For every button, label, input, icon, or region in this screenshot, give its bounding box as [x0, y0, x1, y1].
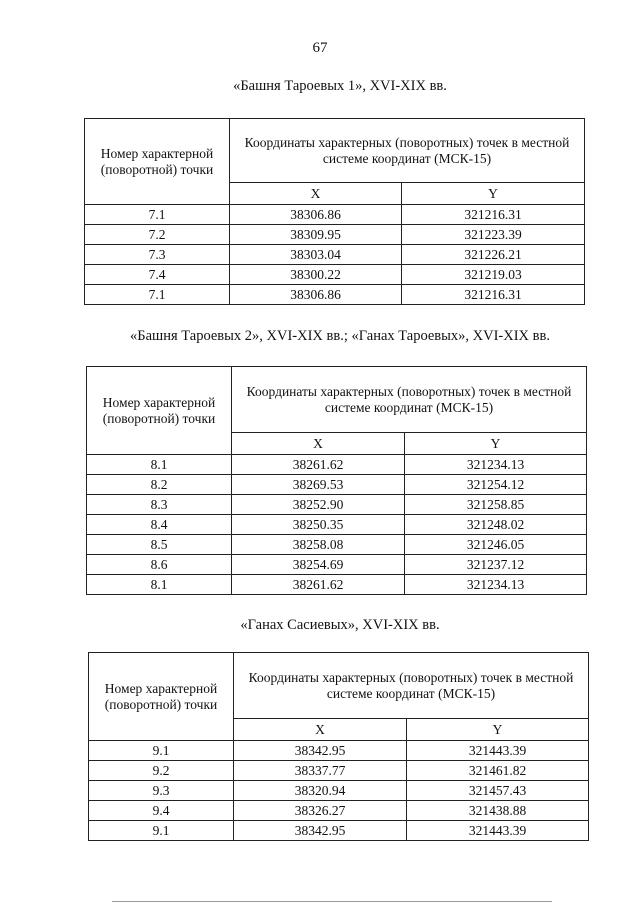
point-cell: 9.1: [89, 821, 234, 841]
table-row: [87, 495, 587, 515]
table-row: [85, 245, 585, 265]
y-cell: 321234.13: [405, 575, 587, 595]
point-cell: 7.2: [85, 225, 230, 245]
x-cell: 38306.86: [230, 205, 402, 225]
y-cell: 321443.39: [407, 741, 589, 761]
point-cell: 8.2: [87, 475, 232, 495]
section-title: «Башня Тароевых 1», XVI-XIX вв.: [233, 78, 447, 94]
y-column-header: Y: [405, 433, 587, 455]
point-cell: 7.3: [85, 245, 230, 265]
point-cell: 7.1: [85, 285, 230, 305]
y-cell: 321254.12: [405, 475, 587, 495]
table-row: [89, 761, 589, 781]
coords-column-header: Координаты характерных (поворотных) точек в местной системе координат (МСК-15): [230, 119, 585, 183]
table-row: [87, 475, 587, 495]
y-cell: 321216.31: [402, 205, 585, 225]
x-cell: 38309.95: [230, 225, 402, 245]
x-cell: 38306.86: [230, 285, 402, 305]
y-cell: 321226.21: [402, 245, 585, 265]
section-title: «Ганах Сасиевых», XVI-XIX вв.: [240, 617, 440, 633]
y-cell: 321234.13: [405, 455, 587, 475]
x-cell: 38303.04: [230, 245, 402, 265]
x-cell: 38261.62: [232, 455, 405, 475]
point-cell: 7.4: [85, 265, 230, 285]
y-cell: 321246.05: [405, 535, 587, 555]
point-cell: 8.3: [87, 495, 232, 515]
y-cell: 321248.02: [405, 515, 587, 535]
point-cell: 9.2: [89, 761, 234, 781]
point-cell: 7.1: [85, 205, 230, 225]
point-column-header: Номер характерной (поворотной) точки: [85, 119, 230, 205]
table-row: [87, 555, 587, 575]
table-row: [85, 285, 585, 305]
x-cell: 38258.08: [232, 535, 405, 555]
y-cell: 321219.03: [402, 265, 585, 285]
coordinates-table: [84, 118, 585, 305]
x-column-header: X: [234, 719, 407, 741]
coordinates-table: [86, 366, 587, 595]
y-cell: 321438.88: [407, 801, 589, 821]
x-cell: 38342.95: [234, 821, 407, 841]
point-cell: 8.1: [87, 575, 232, 595]
point-cell: 9.3: [89, 781, 234, 801]
x-cell: 38337.77: [234, 761, 407, 781]
x-cell: 38326.27: [234, 801, 407, 821]
y-cell: 321237.12: [405, 555, 587, 575]
x-cell: 38320.94: [234, 781, 407, 801]
section-title: «Башня Тароевых 2», XVI-XIX вв.; «Ганах Тароевых», XVI-XIX вв.: [130, 328, 550, 344]
point-cell: 8.5: [87, 535, 232, 555]
point-cell: 9.4: [89, 801, 234, 821]
x-cell: 38269.53: [232, 475, 405, 495]
point-cell: 8.1: [87, 455, 232, 475]
table-row: [89, 781, 589, 801]
point-cell: 9.1: [89, 741, 234, 761]
table-row: [85, 265, 585, 285]
point-column-header: Номер характерной (поворотной) точки: [89, 653, 234, 741]
y-column-header: Y: [407, 719, 589, 741]
table-row: [87, 575, 587, 595]
y-cell: 321443.39: [407, 821, 589, 841]
x-column-header: X: [232, 433, 405, 455]
coords-column-header: Координаты характерных (поворотных) точек в местной системе координат (МСК-15): [232, 367, 587, 433]
coordinates-table: [88, 652, 589, 841]
table-row: [85, 225, 585, 245]
table-row: [85, 205, 585, 225]
table-row: [89, 821, 589, 841]
table-row: [87, 455, 587, 475]
y-column-header: Y: [402, 183, 585, 205]
x-cell: 38254.69: [232, 555, 405, 575]
y-cell: 321457.43: [407, 781, 589, 801]
table-row: [89, 741, 589, 761]
x-cell: 38261.62: [232, 575, 405, 595]
y-cell: 321216.31: [402, 285, 585, 305]
table-row: [87, 515, 587, 535]
y-cell: 321223.39: [402, 225, 585, 245]
x-cell: 38250.35: [232, 515, 405, 535]
page-number: 67: [312, 40, 328, 56]
x-column-header: X: [230, 183, 402, 205]
bottom-rule: [112, 901, 552, 902]
point-cell: 8.4: [87, 515, 232, 535]
x-cell: 38342.95: [234, 741, 407, 761]
y-cell: 321461.82: [407, 761, 589, 781]
point-cell: 8.6: [87, 555, 232, 575]
x-cell: 38300.22: [230, 265, 402, 285]
table-row: [87, 535, 587, 555]
table-row: [89, 801, 589, 821]
coords-column-header: Координаты характерных (поворотных) точек в местной системе координат (МСК-15): [234, 653, 589, 719]
point-column-header: Номер характерной (поворотной) точки: [87, 367, 232, 455]
x-cell: 38252.90: [232, 495, 405, 515]
y-cell: 321258.85: [405, 495, 587, 515]
